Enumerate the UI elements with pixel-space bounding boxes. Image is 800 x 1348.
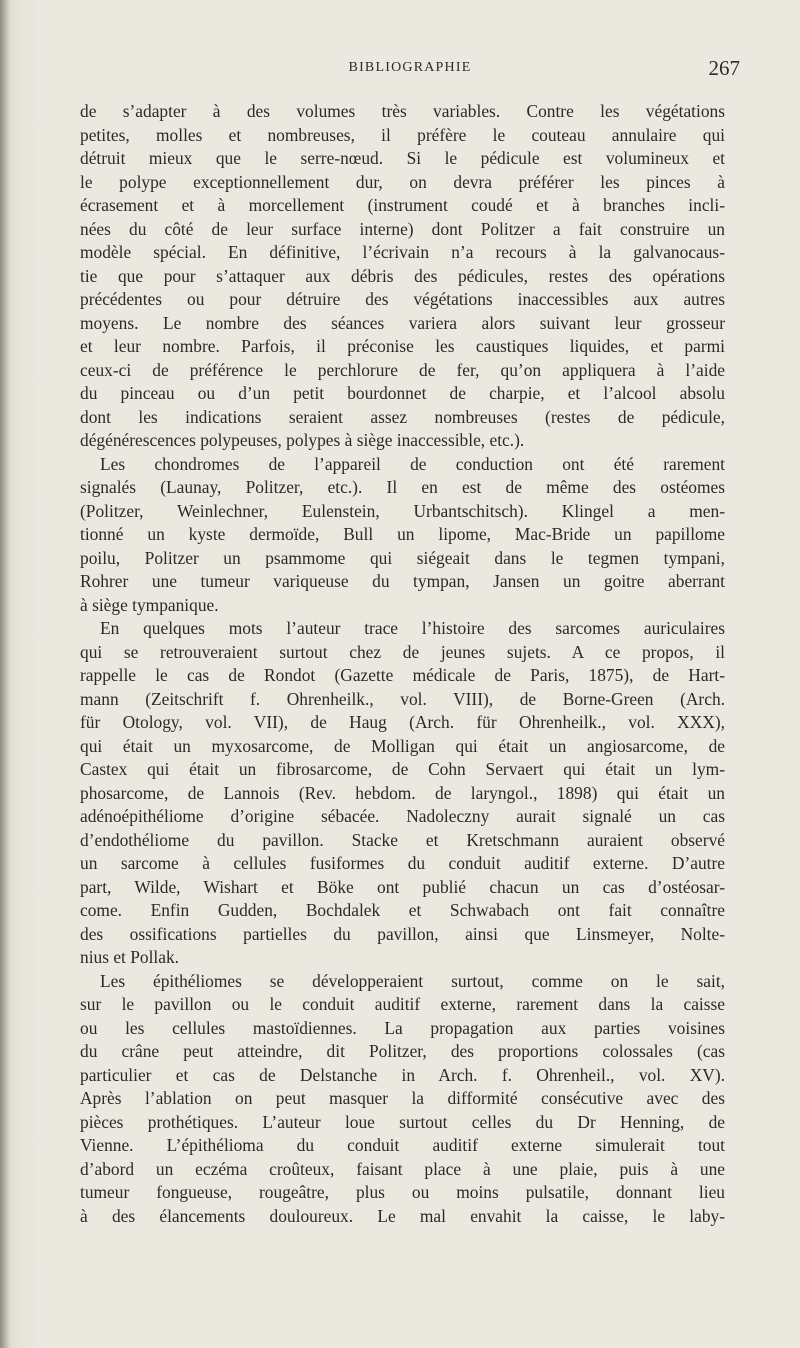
text-line: mann (Zeitschrift f. Ohrenheilk., vol. VIII), de Borne-Green (Arch. (80, 688, 725, 709)
text-line: et leur nombre. Parfois, il préconise les caustiques liquides, et parmi (80, 336, 725, 356)
page-binding-edge (0, 0, 10, 1348)
text-line: für Otology, vol. VII), de Haug (Arch. für Ohrenheilk., vol. XXX), (80, 712, 725, 732)
text-line: come. Enfin Gudden, Bochdalek et Schwabach ont fait connaître (80, 900, 725, 920)
text-line: précédentes ou pour détruire des végétations inaccessibles aux autres (80, 289, 725, 309)
text-line: nées du côté de leur surface interne) dont Politzer a fait construire un (80, 218, 725, 239)
text-line: signalés (Launay, Politzer, etc.). Il en est de même des ostéomes (80, 477, 725, 497)
text-line: Les épithéliomes se développeraient surtout, comme on le sait, (100, 970, 725, 991)
text-line: à des élancements douloureux. Le mal envahit la caisse, le laby- (80, 1205, 725, 1226)
text-line: du crâne peut atteindre, dit Politzer, des proportions colossales (cas (80, 1041, 725, 1061)
text-line: Vienne. L’épithélioma du conduit auditif externe simulerait tout (80, 1135, 725, 1155)
text-line: modèle spécial. En définitive, l’écrivain n’a recours à la galvanocaus- (80, 242, 725, 262)
text-line: poilu, Politzer un psammome qui siégeait dans le tegmen tympani, (80, 547, 725, 568)
text-line: particulier et cas de Delstanche in Arch. f. Ohrenheil., vol. XV). (80, 1064, 725, 1085)
text-line: du pinceau ou d’un petit bourdonnet de charpie, et l’alcool absolu (80, 383, 725, 403)
text-line: adénoépithéliome d’origine sébacée. Nadoleczny aurait signalé un cas (80, 806, 725, 826)
text-line: des ossifications partielles du pavillon, ainsi que Linsmeyer, Nolte- (80, 923, 725, 944)
text-line: dégénérescences polypeuses, polypes à siège inaccessible, etc.). (80, 430, 525, 450)
text-line: Rohrer une tumeur variqueuse du tympan, Jansen un goitre aberrant (80, 571, 725, 591)
text-line: tionné un kyste dermoïde, Bull un lipome, Mac-Bride un papillome (80, 524, 725, 544)
text-line: tie que pour s’attaquer aux débris des pédicules, restes des opérations (80, 265, 725, 286)
text-line: tumeur fongueuse, rougeâtre, plus ou moins pulsatile, donnant lieu (80, 1182, 725, 1202)
text-line: sur le pavillon ou le conduit auditif externe, rarement dans la caisse (80, 994, 725, 1014)
text-line: un sarcome à cellules fusiformes du conduit auditif externe. D’autre (80, 853, 725, 873)
text-line: phosarcome, de Lannois (Rev. hebdom. de laryngol., 1898) qui était un (80, 782, 725, 803)
text-line: qui se retrouveraient surtout chez de jeunes sujets. A ce propos, il (80, 641, 725, 662)
text-line: En quelques mots l’auteur trace l’histoire des sarcomes auriculaires (100, 618, 725, 638)
text-line: le polype exceptionnellement dur, on devra préférer les pinces à (80, 171, 725, 192)
text-line: part, Wilde, Wishart et Böke ont publié chacun un cas d’ostéosar- (80, 876, 725, 897)
text-line: Castex qui était un fibrosarcome, de Cohn Servaert qui était un lym- (80, 759, 725, 779)
running-header (80, 56, 740, 86)
text-line: à siège tympanique. (80, 594, 219, 615)
text-line: pièces prothétiques. L’auteur loue surtout celles du Dr Henning, de (80, 1111, 725, 1132)
text-line: détruit mieux que le serre-nœud. Si le pédicule est volumineux et (80, 148, 725, 168)
text-line: (Politzer, Weinlechner, Eulenstein, Urbantschitsch). Klingel a men- (80, 500, 725, 521)
text-line: ou les cellules mastoïdiennes. La propagation aux parties voisines (80, 1017, 725, 1038)
page-number: 267 (708, 56, 740, 80)
text-line: Les chondromes de l’appareil de conduction ont été rarement (100, 453, 725, 474)
body-text (80, 100, 725, 1228)
text-line: de s’adapter à des volumes très variables. Contre les végétations (80, 101, 725, 121)
text-line: écrasement et à morcellement (instrument coudé et à branches incli- (80, 195, 725, 215)
text-line: nius et Pollak. (80, 947, 180, 967)
text-line: Après l’ablation on peut masquer la difformité consécutive avec des (80, 1088, 725, 1108)
text-line: rappelle le cas de Rondot (Gazette médicale de Paris, 1875), de Hart- (80, 665, 725, 685)
text-line: petites, molles et nombreuses, il préfère le couteau annulaire qui (80, 124, 725, 145)
text-line: moyens. Le nombre des séances variera alors suivant leur grosseur (80, 312, 725, 333)
running-title: BIBLIOGRAPHIE (348, 60, 472, 75)
text-line: d’endothéliome du pavillon. Stacke et Kretschmann auraient observé (80, 829, 725, 850)
text-line: ceux-ci de préférence le perchlorure de fer, qu’on appliquera à l’aide (80, 359, 725, 380)
text-line: dont les indications seraient assez nombreuses (restes de pédicule, (80, 406, 725, 427)
text-line: qui était un myxosarcome, de Molligan qui était un angiosarcome, de (80, 735, 725, 756)
text-line: d’abord un eczéma croûteux, faisant place à une plaie, puis à une (80, 1158, 725, 1179)
